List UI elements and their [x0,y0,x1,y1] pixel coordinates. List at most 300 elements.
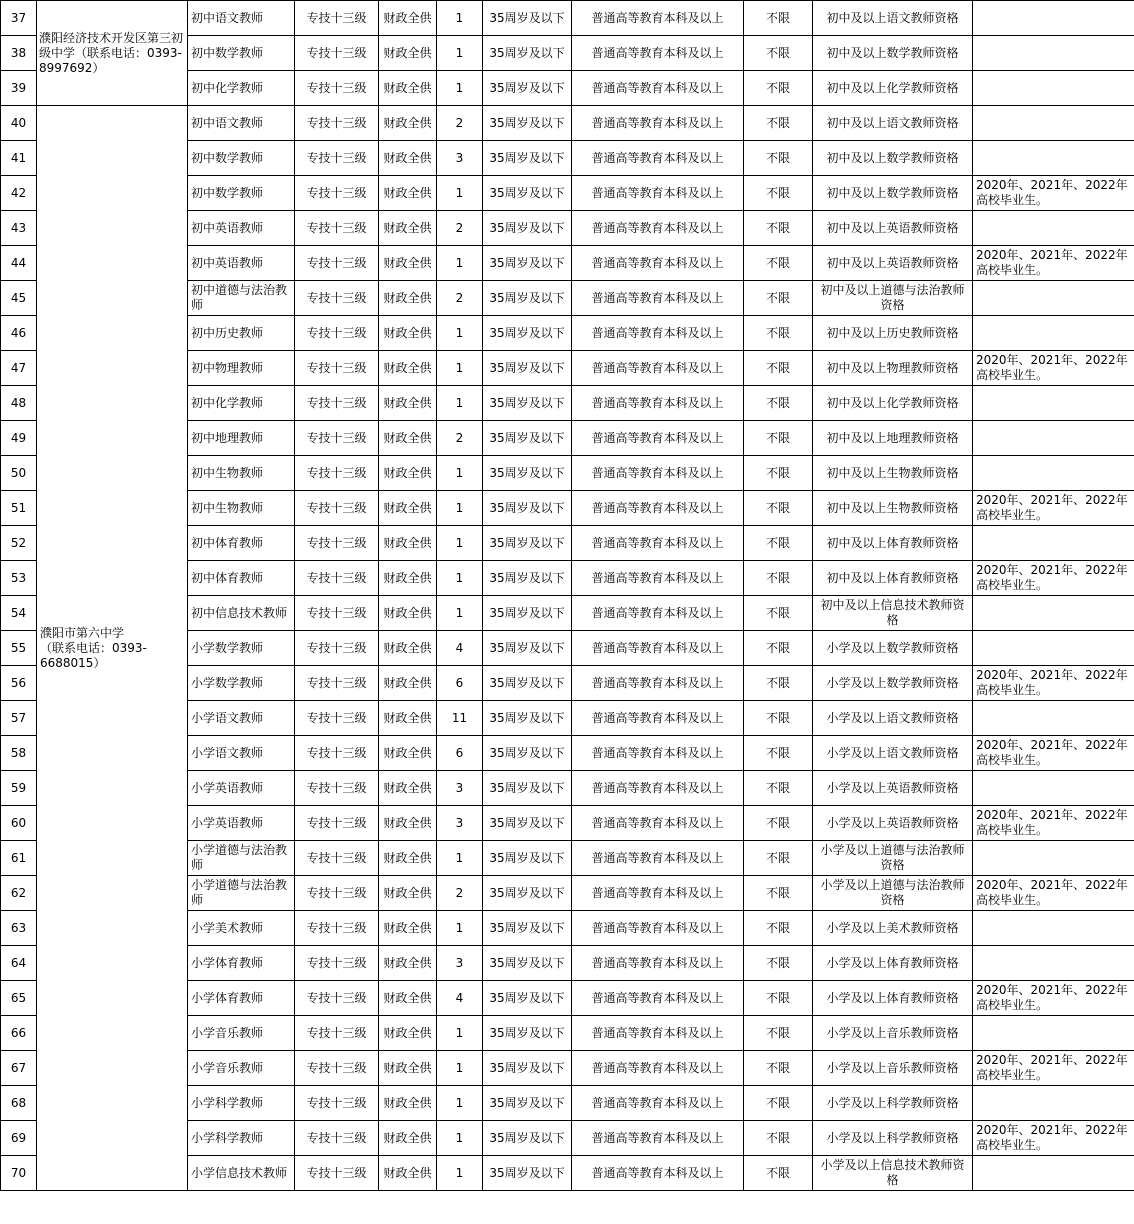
funding-type-cell: 财政全供 [379,806,437,841]
age-requirement-cell: 35周岁及以下 [483,36,572,71]
major-requirement-cell: 不限 [744,1156,813,1191]
education-requirement-cell: 普通高等教育本科及以上 [572,631,744,666]
post-level-cell: 专技十三级 [295,141,379,176]
major-requirement-cell: 不限 [744,1121,813,1156]
age-requirement-cell: 35周岁及以下 [483,1016,572,1051]
post-level-cell: 专技十三级 [295,1,379,36]
major-requirement-cell: 不限 [744,141,813,176]
hiring-count-cell: 3 [437,771,483,806]
remarks-cell [973,106,1134,141]
employer-cell: 濮阳经济技术开发区第三初级中学（联系电话：0393-8997692） [37,1,188,106]
age-requirement-cell: 35周岁及以下 [483,1156,572,1191]
post-name-cell: 初中生物教师 [188,491,295,526]
qualification-requirement-cell: 初中及以上语文教师资格 [813,106,973,141]
education-requirement-cell: 普通高等教育本科及以上 [572,526,744,561]
age-requirement-cell: 35周岁及以下 [483,71,572,106]
post-level-cell: 专技十三级 [295,456,379,491]
funding-type-cell: 财政全供 [379,771,437,806]
hiring-count-cell: 2 [437,106,483,141]
qualification-requirement-cell: 小学及以上体育教师资格 [813,946,973,981]
hiring-count-cell: 1 [437,1121,483,1156]
hiring-count-cell: 1 [437,176,483,211]
qualification-requirement-cell: 初中及以上地理教师资格 [813,421,973,456]
row-number-cell: 57 [1,701,37,736]
hiring-count-cell: 4 [437,981,483,1016]
major-requirement-cell: 不限 [744,36,813,71]
post-name-cell: 小学信息技术教师 [188,1156,295,1191]
hiring-count-cell: 1 [437,351,483,386]
row-number-cell: 45 [1,281,37,316]
row-number-cell: 39 [1,71,37,106]
age-requirement-cell: 35周岁及以下 [483,596,572,631]
qualification-requirement-cell: 初中及以上化学教师资格 [813,386,973,421]
major-requirement-cell: 不限 [744,1016,813,1051]
age-requirement-cell: 35周岁及以下 [483,946,572,981]
remarks-cell: 2020年、2021年、2022年高校毕业生。 [973,736,1134,771]
row-number-cell: 58 [1,736,37,771]
row-number-cell: 51 [1,491,37,526]
funding-type-cell: 财政全供 [379,106,437,141]
post-level-cell: 专技十三级 [295,631,379,666]
qualification-requirement-cell: 初中及以上语文教师资格 [813,1,973,36]
funding-type-cell: 财政全供 [379,246,437,281]
education-requirement-cell: 普通高等教育本科及以上 [572,1086,744,1121]
age-requirement-cell: 35周岁及以下 [483,526,572,561]
education-requirement-cell: 普通高等教育本科及以上 [572,281,744,316]
post-level-cell: 专技十三级 [295,386,379,421]
row-number-cell: 64 [1,946,37,981]
remarks-cell [973,1156,1134,1191]
post-level-cell: 专技十三级 [295,876,379,911]
post-name-cell: 小学数学教师 [188,631,295,666]
education-requirement-cell: 普通高等教育本科及以上 [572,351,744,386]
post-name-cell: 小学语文教师 [188,701,295,736]
funding-type-cell: 财政全供 [379,1051,437,1086]
remarks-cell [973,456,1134,491]
funding-type-cell: 财政全供 [379,561,437,596]
funding-type-cell: 财政全供 [379,491,437,526]
employer-cell: 濮阳市第六中学 （联系电话：0393-6688015） [37,106,188,1191]
row-number-cell: 47 [1,351,37,386]
education-requirement-cell: 普通高等教育本科及以上 [572,316,744,351]
hiring-count-cell: 3 [437,141,483,176]
post-level-cell: 专技十三级 [295,281,379,316]
row-number-cell: 62 [1,876,37,911]
major-requirement-cell: 不限 [744,106,813,141]
funding-type-cell: 财政全供 [379,596,437,631]
post-name-cell: 初中英语教师 [188,211,295,246]
hiring-count-cell: 1 [437,1051,483,1086]
row-number-cell: 68 [1,1086,37,1121]
age-requirement-cell: 35周岁及以下 [483,701,572,736]
hiring-count-cell: 1 [437,561,483,596]
major-requirement-cell: 不限 [744,771,813,806]
funding-type-cell: 财政全供 [379,911,437,946]
remarks-cell [973,211,1134,246]
funding-type-cell: 财政全供 [379,71,437,106]
post-name-cell: 小学道德与法治教师 [188,876,295,911]
post-level-cell: 专技十三级 [295,1016,379,1051]
post-level-cell: 专技十三级 [295,316,379,351]
post-level-cell: 专技十三级 [295,701,379,736]
post-name-cell: 初中数学教师 [188,36,295,71]
row-number-cell: 59 [1,771,37,806]
remarks-cell: 2020年、2021年、2022年高校毕业生。 [973,876,1134,911]
qualification-requirement-cell: 初中及以上历史教师资格 [813,316,973,351]
age-requirement-cell: 35周岁及以下 [483,1086,572,1121]
remarks-cell: 2020年、2021年、2022年高校毕业生。 [973,666,1134,701]
remarks-cell [973,771,1134,806]
funding-type-cell: 财政全供 [379,36,437,71]
education-requirement-cell: 普通高等教育本科及以上 [572,421,744,456]
post-level-cell: 专技十三级 [295,176,379,211]
remarks-cell [973,281,1134,316]
post-name-cell: 小学体育教师 [188,981,295,1016]
row-number-cell: 46 [1,316,37,351]
post-name-cell: 初中语文教师 [188,106,295,141]
row-number-cell: 65 [1,981,37,1016]
post-level-cell: 专技十三级 [295,806,379,841]
hiring-count-cell: 1 [437,526,483,561]
post-name-cell: 初中历史教师 [188,316,295,351]
education-requirement-cell: 普通高等教育本科及以上 [572,1156,744,1191]
major-requirement-cell: 不限 [744,316,813,351]
remarks-cell [973,596,1134,631]
remarks-cell [973,631,1134,666]
major-requirement-cell: 不限 [744,1051,813,1086]
post-level-cell: 专技十三级 [295,526,379,561]
funding-type-cell: 财政全供 [379,701,437,736]
age-requirement-cell: 35周岁及以下 [483,211,572,246]
row-number-cell: 53 [1,561,37,596]
remarks-cell [973,841,1134,876]
education-requirement-cell: 普通高等教育本科及以上 [572,141,744,176]
post-level-cell: 专技十三级 [295,1051,379,1086]
hiring-count-cell: 1 [437,911,483,946]
remarks-cell: 2020年、2021年、2022年高校毕业生。 [973,491,1134,526]
hiring-count-cell: 1 [437,491,483,526]
major-requirement-cell: 不限 [744,631,813,666]
funding-type-cell: 财政全供 [379,456,437,491]
row-number-cell: 43 [1,211,37,246]
post-name-cell: 小学道德与法治教师 [188,841,295,876]
qualification-requirement-cell: 小学及以上美术教师资格 [813,911,973,946]
post-name-cell: 小学英语教师 [188,806,295,841]
remarks-cell: 2020年、2021年、2022年高校毕业生。 [973,246,1134,281]
row-number-cell: 48 [1,386,37,421]
post-name-cell: 小学音乐教师 [188,1016,295,1051]
qualification-requirement-cell: 小学及以上语文教师资格 [813,701,973,736]
post-name-cell: 初中道德与法治教师 [188,281,295,316]
remarks-cell [973,946,1134,981]
post-level-cell: 专技十三级 [295,596,379,631]
remarks-cell [973,526,1134,561]
post-name-cell: 初中数学教师 [188,141,295,176]
age-requirement-cell: 35周岁及以下 [483,316,572,351]
remarks-cell [973,701,1134,736]
major-requirement-cell: 不限 [744,981,813,1016]
post-name-cell: 初中化学教师 [188,71,295,106]
education-requirement-cell: 普通高等教育本科及以上 [572,701,744,736]
qualification-requirement-cell: 小学及以上科学教师资格 [813,1086,973,1121]
education-requirement-cell: 普通高等教育本科及以上 [572,561,744,596]
post-name-cell: 初中生物教师 [188,456,295,491]
table-row [1,1,1134,36]
funding-type-cell: 财政全供 [379,666,437,701]
qualification-requirement-cell: 小学及以上道德与法治教师资格 [813,876,973,911]
hiring-count-cell: 2 [437,421,483,456]
funding-type-cell: 财政全供 [379,351,437,386]
post-level-cell: 专技十三级 [295,246,379,281]
qualification-requirement-cell: 初中及以上化学教师资格 [813,71,973,106]
qualification-requirement-cell: 初中及以上数学教师资格 [813,36,973,71]
age-requirement-cell: 35周岁及以下 [483,176,572,211]
major-requirement-cell: 不限 [744,1,813,36]
education-requirement-cell: 普通高等教育本科及以上 [572,106,744,141]
qualification-requirement-cell: 小学及以上信息技术教师资格 [813,1156,973,1191]
post-name-cell: 小学美术教师 [188,911,295,946]
post-name-cell: 小学体育教师 [188,946,295,981]
hiring-count-cell: 1 [437,246,483,281]
post-name-cell: 初中体育教师 [188,561,295,596]
hiring-count-cell: 11 [437,701,483,736]
education-requirement-cell: 普通高等教育本科及以上 [572,176,744,211]
row-number-cell: 41 [1,141,37,176]
row-number-cell: 54 [1,596,37,631]
qualification-requirement-cell: 小学及以上音乐教师资格 [813,1051,973,1086]
funding-type-cell: 财政全供 [379,841,437,876]
qualification-requirement-cell: 初中及以上生物教师资格 [813,456,973,491]
major-requirement-cell: 不限 [744,281,813,316]
hiring-count-cell: 1 [437,1,483,36]
post-name-cell: 小学数学教师 [188,666,295,701]
post-level-cell: 专技十三级 [295,981,379,1016]
education-requirement-cell: 普通高等教育本科及以上 [572,806,744,841]
row-number-cell: 66 [1,1016,37,1051]
major-requirement-cell: 不限 [744,526,813,561]
remarks-cell [973,36,1134,71]
age-requirement-cell: 35周岁及以下 [483,351,572,386]
qualification-requirement-cell: 初中及以上数学教师资格 [813,141,973,176]
post-level-cell: 专技十三级 [295,106,379,141]
education-requirement-cell: 普通高等教育本科及以上 [572,211,744,246]
age-requirement-cell: 35周岁及以下 [483,771,572,806]
hiring-count-cell: 1 [437,1016,483,1051]
qualification-requirement-cell: 小学及以上道德与法治教师资格 [813,841,973,876]
education-requirement-cell: 普通高等教育本科及以上 [572,71,744,106]
funding-type-cell: 财政全供 [379,316,437,351]
post-name-cell: 初中英语教师 [188,246,295,281]
major-requirement-cell: 不限 [744,1086,813,1121]
education-requirement-cell: 普通高等教育本科及以上 [572,876,744,911]
hiring-count-cell: 1 [437,1086,483,1121]
remarks-cell: 2020年、2021年、2022年高校毕业生。 [973,806,1134,841]
row-number-cell: 69 [1,1121,37,1156]
remarks-cell [973,1,1134,36]
education-requirement-cell: 普通高等教育本科及以上 [572,736,744,771]
post-level-cell: 专技十三级 [295,1156,379,1191]
funding-type-cell: 财政全供 [379,1016,437,1051]
hiring-count-cell: 2 [437,211,483,246]
post-name-cell: 初中数学教师 [188,176,295,211]
qualification-requirement-cell: 初中及以上英语教师资格 [813,211,973,246]
row-number-cell: 44 [1,246,37,281]
hiring-count-cell: 6 [437,736,483,771]
funding-type-cell: 财政全供 [379,1,437,36]
hiring-count-cell: 2 [437,281,483,316]
qualification-requirement-cell: 小学及以上英语教师资格 [813,806,973,841]
qualification-requirement-cell: 小学及以上数学教师资格 [813,631,973,666]
education-requirement-cell: 普通高等教育本科及以上 [572,1016,744,1051]
major-requirement-cell: 不限 [744,946,813,981]
post-name-cell: 初中物理教师 [188,351,295,386]
age-requirement-cell: 35周岁及以下 [483,421,572,456]
funding-type-cell: 财政全供 [379,211,437,246]
education-requirement-cell: 普通高等教育本科及以上 [572,596,744,631]
remarks-cell [973,316,1134,351]
remarks-cell: 2020年、2021年、2022年高校毕业生。 [973,981,1134,1016]
qualification-requirement-cell: 小学及以上科学教师资格 [813,1121,973,1156]
funding-type-cell: 财政全供 [379,736,437,771]
funding-type-cell: 财政全供 [379,281,437,316]
row-number-cell: 70 [1,1156,37,1191]
row-number-cell: 55 [1,631,37,666]
age-requirement-cell: 35周岁及以下 [483,876,572,911]
post-name-cell: 小学语文教师 [188,736,295,771]
age-requirement-cell: 35周岁及以下 [483,1121,572,1156]
education-requirement-cell: 普通高等教育本科及以上 [572,1051,744,1086]
funding-type-cell: 财政全供 [379,141,437,176]
education-requirement-cell: 普通高等教育本科及以上 [572,246,744,281]
post-name-cell: 小学科学教师 [188,1121,295,1156]
hiring-count-cell: 3 [437,946,483,981]
education-requirement-cell: 普通高等教育本科及以上 [572,491,744,526]
funding-type-cell: 财政全供 [379,176,437,211]
major-requirement-cell: 不限 [744,246,813,281]
hiring-count-cell: 1 [437,456,483,491]
post-name-cell: 小学英语教师 [188,771,295,806]
post-name-cell: 小学音乐教师 [188,1051,295,1086]
post-name-cell: 初中地理教师 [188,421,295,456]
age-requirement-cell: 35周岁及以下 [483,631,572,666]
qualification-requirement-cell: 初中及以上生物教师资格 [813,491,973,526]
funding-type-cell: 财政全供 [379,876,437,911]
post-level-cell: 专技十三级 [295,911,379,946]
major-requirement-cell: 不限 [744,561,813,596]
age-requirement-cell: 35周岁及以下 [483,456,572,491]
qualification-requirement-cell: 初中及以上体育教师资格 [813,561,973,596]
qualification-requirement-cell: 初中及以上数学教师资格 [813,176,973,211]
post-level-cell: 专技十三级 [295,491,379,526]
post-name-cell: 初中语文教师 [188,1,295,36]
qualification-requirement-cell: 小学及以上英语教师资格 [813,771,973,806]
row-number-cell: 37 [1,1,37,36]
hiring-count-cell: 1 [437,841,483,876]
major-requirement-cell: 不限 [744,876,813,911]
education-requirement-cell: 普通高等教育本科及以上 [572,666,744,701]
age-requirement-cell: 35周岁及以下 [483,666,572,701]
post-level-cell: 专技十三级 [295,946,379,981]
row-number-cell: 63 [1,911,37,946]
post-name-cell: 初中化学教师 [188,386,295,421]
funding-type-cell: 财政全供 [379,1121,437,1156]
row-number-cell: 60 [1,806,37,841]
major-requirement-cell: 不限 [744,666,813,701]
remarks-cell: 2020年、2021年、2022年高校毕业生。 [973,1051,1134,1086]
hiring-count-cell: 6 [437,666,483,701]
hiring-count-cell: 1 [437,1156,483,1191]
major-requirement-cell: 不限 [744,491,813,526]
education-requirement-cell: 普通高等教育本科及以上 [572,771,744,806]
funding-type-cell: 财政全供 [379,1086,437,1121]
hiring-count-cell: 1 [437,386,483,421]
major-requirement-cell: 不限 [744,806,813,841]
post-level-cell: 专技十三级 [295,36,379,71]
funding-type-cell: 财政全供 [379,526,437,561]
major-requirement-cell: 不限 [744,736,813,771]
row-number-cell: 52 [1,526,37,561]
major-requirement-cell: 不限 [744,71,813,106]
remarks-cell [973,911,1134,946]
qualification-requirement-cell: 小学及以上数学教师资格 [813,666,973,701]
remarks-cell: 2020年、2021年、2022年高校毕业生。 [973,561,1134,596]
qualification-requirement-cell: 初中及以上道德与法治教师资格 [813,281,973,316]
education-requirement-cell: 普通高等教育本科及以上 [572,841,744,876]
row-number-cell: 61 [1,841,37,876]
age-requirement-cell: 35周岁及以下 [483,841,572,876]
remarks-cell [973,71,1134,106]
hiring-count-cell: 1 [437,596,483,631]
post-level-cell: 专技十三级 [295,71,379,106]
post-level-cell: 专技十三级 [295,841,379,876]
major-requirement-cell: 不限 [744,211,813,246]
remarks-cell [973,1016,1134,1051]
major-requirement-cell: 不限 [744,701,813,736]
row-number-cell: 49 [1,421,37,456]
education-requirement-cell: 普通高等教育本科及以上 [572,456,744,491]
remarks-cell [973,386,1134,421]
row-number-cell: 38 [1,36,37,71]
post-level-cell: 专技十三级 [295,421,379,456]
qualification-requirement-cell: 小学及以上语文教师资格 [813,736,973,771]
row-number-cell: 56 [1,666,37,701]
table-row [1,106,1134,141]
row-number-cell: 67 [1,1051,37,1086]
education-requirement-cell: 普通高等教育本科及以上 [572,36,744,71]
post-level-cell: 专技十三级 [295,351,379,386]
hiring-count-cell: 4 [437,631,483,666]
hiring-count-cell: 1 [437,71,483,106]
remarks-cell [973,141,1134,176]
remarks-cell: 2020年、2021年、2022年高校毕业生。 [973,176,1134,211]
age-requirement-cell: 35周岁及以下 [483,981,572,1016]
hiring-count-cell: 3 [437,806,483,841]
education-requirement-cell: 普通高等教育本科及以上 [572,386,744,421]
post-name-cell: 小学科学教师 [188,1086,295,1121]
post-level-cell: 专技十三级 [295,211,379,246]
post-level-cell: 专技十三级 [295,771,379,806]
post-level-cell: 专技十三级 [295,1086,379,1121]
age-requirement-cell: 35周岁及以下 [483,491,572,526]
row-number-cell: 50 [1,456,37,491]
post-level-cell: 专技十三级 [295,736,379,771]
funding-type-cell: 财政全供 [379,1156,437,1191]
major-requirement-cell: 不限 [744,456,813,491]
age-requirement-cell: 35周岁及以下 [483,736,572,771]
funding-type-cell: 财政全供 [379,981,437,1016]
age-requirement-cell: 35周岁及以下 [483,106,572,141]
age-requirement-cell: 35周岁及以下 [483,1051,572,1086]
